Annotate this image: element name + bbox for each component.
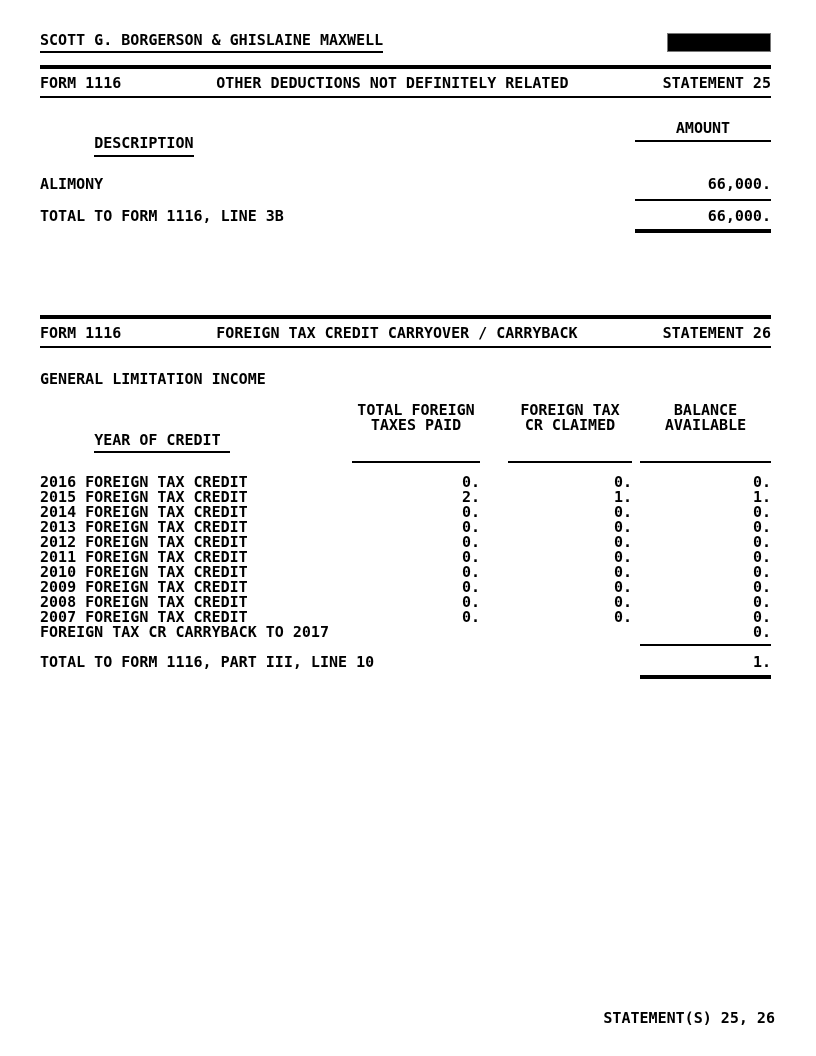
- statement-title: OTHER DEDUCTIONS NOT DEFINITELY RELATED: [216, 74, 569, 92]
- statement-25-total-row: [40, 209, 771, 224]
- form-label: FORM 1116: [40, 74, 122, 92]
- taxes-paid-cell: 0.: [461, 578, 480, 596]
- year-column-header-spacer: [40, 403, 352, 418]
- taxes-paid-cell: 0.: [461, 608, 480, 626]
- taxes-paid-cell: 0.: [461, 548, 480, 566]
- taxes-paid-cell: 0.: [461, 533, 480, 551]
- credit-claimed-header-line1: FOREIGN TAX: [520, 401, 620, 419]
- credit-claimed-cell: 0.: [613, 518, 632, 536]
- statement-25-total-label: TOTAL TO FORM 1116, LINE 3B: [40, 207, 284, 225]
- statement-title: FOREIGN TAX CREDIT CARRYOVER / CARRYBACK: [216, 324, 578, 342]
- credit-claimed-cell: 0.: [613, 593, 632, 611]
- statement-number: STATEMENT 25: [662, 74, 771, 92]
- deduction-description: ALIMONY: [40, 175, 104, 193]
- credit-table-header-line2: [40, 418, 771, 463]
- balance-cell: 0.: [752, 623, 771, 641]
- credit-claimed-cell: 0.: [613, 563, 632, 581]
- balance-cell: 1.: [752, 488, 771, 506]
- credit-year-cell: 2007 FOREIGN TAX CREDIT: [40, 608, 248, 626]
- page-footer-statements: STATEMENT(S) 25, 26: [603, 1009, 775, 1027]
- statement-26-total-label: TOTAL TO FORM 1116, PART III, LINE 10: [40, 653, 375, 671]
- taxes-paid-cell: 0.: [461, 593, 480, 611]
- credit-claimed-cell: [508, 625, 632, 640]
- year-column-header: YEAR OF CREDIT: [40, 418, 352, 463]
- taxes-paid-cell: 2.: [461, 488, 480, 506]
- page-header: [40, 33, 771, 53]
- credit-year-cell: 2015 FOREIGN TAX CREDIT: [40, 488, 248, 506]
- form-label: FORM 1116: [40, 324, 122, 342]
- statement-26-total-row: [40, 655, 771, 670]
- credit-claimed-cell: 0.: [613, 608, 632, 626]
- credit-claimed-cell: 0.: [613, 473, 632, 491]
- credit-year-cell: 2008 FOREIGN TAX CREDIT: [40, 593, 248, 611]
- credit-year-cell: 2016 FOREIGN TAX CREDIT: [40, 473, 248, 491]
- credit-year-cell: 2014 FOREIGN TAX CREDIT: [40, 503, 248, 521]
- statement-26-total-balance: 1.: [752, 653, 771, 671]
- deduction-amount: 66,000.: [707, 175, 771, 193]
- balance-underline: [640, 644, 771, 646]
- balance-cell: 0.: [752, 518, 771, 536]
- taxes-paid-header-line2: TAXES PAID: [352, 418, 480, 463]
- amount-column-header: AMOUNT: [635, 121, 771, 142]
- balance-header-line1: BALANCE: [673, 401, 738, 419]
- carryback-row: [40, 625, 771, 640]
- statement-25-total-amount: 66,000.: [707, 207, 771, 225]
- deduction-row: [40, 177, 771, 192]
- taxes-paid-cell: 0.: [461, 518, 480, 536]
- statement-25-header: [40, 69, 771, 98]
- taxes-paid-cell: [352, 625, 480, 640]
- credit-year-cell: 2012 FOREIGN TAX CREDIT: [40, 533, 248, 551]
- credit-claimed-header-line2: CR CLAIMED: [508, 418, 632, 463]
- balance-cell: 0.: [752, 473, 771, 491]
- taxpayer-name: SCOTT G. BORGERSON & GHISLAINE MAXWELL: [40, 33, 383, 53]
- taxes-paid-cell: 0.: [461, 563, 480, 581]
- balance-cell: 0.: [752, 563, 771, 581]
- credit-year-cell: 2011 FOREIGN TAX CREDIT: [40, 548, 248, 566]
- balance-cell: 0.: [752, 593, 771, 611]
- credit-year-cell: 2010 FOREIGN TAX CREDIT: [40, 563, 248, 581]
- balance-cell: 0.: [752, 578, 771, 596]
- taxes-paid-cell: 0.: [461, 473, 480, 491]
- balance-cell: 0.: [752, 548, 771, 566]
- credit-claimed-cell: 0.: [613, 578, 632, 596]
- statement-26-header: [40, 319, 771, 348]
- balance-cell: 0.: [752, 503, 771, 521]
- statement-25-column-headers: [40, 121, 771, 166]
- balance-cell: 0.: [752, 533, 771, 551]
- credit-claimed-cell: 0.: [613, 548, 632, 566]
- balance-double-underline: [640, 675, 771, 679]
- balance-cell: 0.: [752, 608, 771, 626]
- credit-year-cell: 2013 FOREIGN TAX CREDIT: [40, 518, 248, 536]
- credit-claimed-cell: 0.: [613, 503, 632, 521]
- section-title: GENERAL LIMITATION INCOME: [40, 370, 266, 388]
- redaction-box: [667, 33, 771, 52]
- amount-underline: [635, 199, 771, 201]
- taxes-paid-header-line1: TOTAL FOREIGN: [357, 401, 475, 419]
- credit-table-body: [40, 475, 771, 640]
- credit-year-cell: FOREIGN TAX CR CARRYBACK TO 2017: [40, 623, 329, 641]
- credit-year-cell: 2009 FOREIGN TAX CREDIT: [40, 578, 248, 596]
- statement-number: STATEMENT 26: [662, 324, 771, 342]
- balance-header-line2: AVAILABLE: [640, 418, 771, 463]
- taxes-paid-cell: 0.: [461, 503, 480, 521]
- amount-double-underline: [635, 229, 771, 233]
- description-column-header: DESCRIPTION: [40, 121, 635, 166]
- credit-claimed-cell: 1.: [613, 488, 632, 506]
- credit-claimed-cell: 0.: [613, 533, 632, 551]
